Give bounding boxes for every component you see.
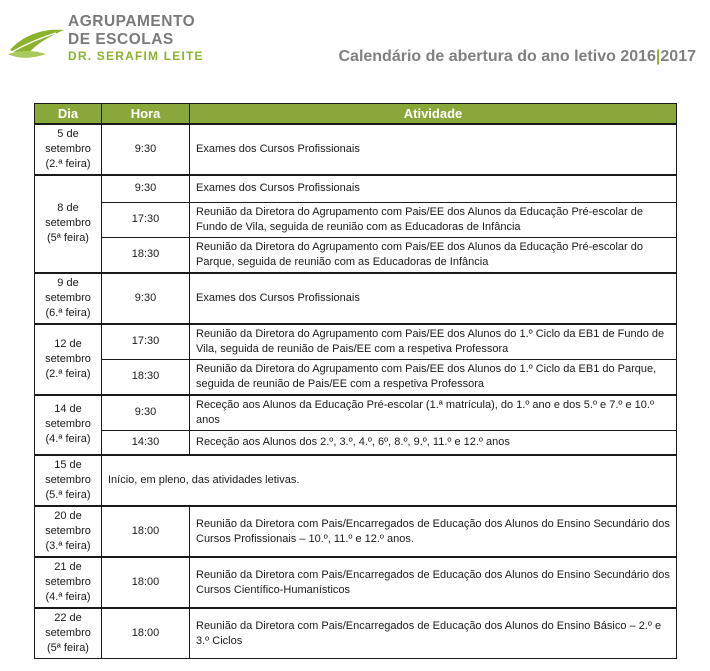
dia-line: (4.ª feira)	[45, 591, 91, 603]
cell-atividade: Receção aos Alunos da Educação Pré-escolar (1.ª matrícula), do 1.º ano e dos 5.º e 7.º e 10.º anos	[190, 395, 677, 431]
dia-line: setembro	[45, 576, 91, 588]
cell-dia	[35, 124, 102, 175]
table-row	[35, 430, 677, 455]
cell-hora: 14:30	[102, 430, 190, 455]
dia-line: setembro	[45, 627, 91, 639]
header-atividade: Atividade	[190, 104, 677, 125]
calendar-table	[34, 103, 677, 659]
cell-dia	[35, 608, 102, 659]
dia-line: (2.ª feira)	[45, 158, 91, 170]
cell-atividade: Reunião da Diretora do Agrupamento com Pais/EE dos Alunos do 1.º Ciclo da EB1 de Fundo de Vila, seguida de reunião de Pais/EE com a respetiva Professora	[190, 324, 677, 360]
header-dia: Dia	[35, 104, 102, 125]
cell-dia	[35, 557, 102, 608]
leaf-logo-icon	[6, 20, 66, 64]
cell-hora: 18:30	[102, 237, 190, 273]
dia-line: setembro	[45, 143, 91, 155]
dia-line: 15 de	[54, 459, 82, 471]
dia-line: (4.ª feira)	[45, 433, 91, 446]
dia-line: 8 de	[57, 202, 79, 215]
cell-dia	[35, 324, 102, 395]
dia-line: (2.ª feira)	[45, 367, 91, 380]
dia-line: 14 de	[54, 403, 82, 416]
cell-atividade: Receção aos Alunos dos 2.º, 3.º, 4.º, 6º, 8.º, 9.º, 11.º e 12.º anos	[190, 430, 677, 455]
cell-hora: 9:30	[102, 273, 190, 324]
cell-hora: 18:00	[102, 608, 190, 659]
logo-line-3: DR. SERAFIM LEITE	[68, 49, 204, 63]
dia-line: 12 de	[54, 337, 82, 350]
table-row	[35, 175, 677, 202]
cell-atividade: Reunião da Diretora com Pais/Encarregados de Educação dos Alunos do Ensino Secundário dos Cursos Profissionais – 10.º, 11.º e 12.º anos.	[190, 506, 677, 557]
cell-dia	[35, 273, 102, 324]
dia-line: 5 de	[57, 128, 79, 140]
dia-line: (5ª feira)	[47, 642, 89, 654]
cell-hora: 17:30	[102, 202, 190, 237]
dia-line: 9 de	[57, 276, 79, 289]
cell-hora: 9:30	[102, 395, 190, 431]
title-separator: |	[655, 48, 661, 65]
cell-atividade: Exames dos Cursos Profissionais	[190, 175, 677, 202]
dia-line: setembro	[45, 352, 91, 365]
logo-line-1: AGRUPAMENTO	[68, 13, 196, 30]
logo-line-2: DE ESCOLAS	[68, 30, 174, 48]
cell-atividade: Exames dos Cursos Profissionais	[190, 273, 677, 324]
cell-dia	[35, 175, 102, 273]
dia-line: setembro	[45, 217, 91, 230]
dia-line: 20 de	[54, 510, 82, 522]
dia-line: (3.ª feira)	[45, 540, 91, 552]
table-row	[35, 506, 677, 557]
dia-line: setembro	[45, 525, 91, 537]
dia-line: setembro	[45, 474, 91, 486]
table-row	[35, 202, 677, 237]
dia-line: setembro	[45, 291, 91, 304]
table-row	[35, 557, 677, 608]
cell-dia	[35, 506, 102, 557]
cell-hora: 18:00	[102, 506, 190, 557]
table-row	[35, 124, 677, 175]
table-row	[35, 359, 677, 395]
dia-line: 21 de	[54, 561, 82, 573]
dia-line: setembro	[45, 418, 91, 431]
cell-hora: 18:00	[102, 557, 190, 608]
table-row	[35, 608, 677, 659]
cell-atividade: Exames dos Cursos Profissionais	[190, 124, 677, 175]
cell-hora: 9:30	[102, 124, 190, 175]
dia-line: (5.ª feira)	[45, 489, 91, 501]
cell-dia	[35, 455, 102, 506]
table-header-row	[35, 104, 677, 125]
cell-atividade: Reunião da Diretora com Pais/Encarregados de Educação dos Alunos do Ensino Secundário dos Cursos Científico-Humanísticos	[190, 557, 677, 608]
cell-hora: 9:30	[102, 175, 190, 202]
dia-line: (5ª feira)	[47, 232, 89, 245]
document-title	[338, 48, 696, 66]
calendar-body	[35, 124, 677, 659]
cell-atividade: Reunião da Diretora do Agrupamento com Pais/EE dos Alunos do 1.º Ciclo da EB1 do Parque, seguida de reunião de Pais/EE com a respetiva Professora	[190, 359, 677, 395]
dia-line: (6.ª feira)	[45, 306, 91, 319]
cell-hora: 18:30	[102, 359, 190, 395]
cell-atividade: Reunião da Diretora do Agrupamento com Pais/EE dos Alunos da Educação Pré-escolar do Parque, seguida de reunião com as Educadoras de Infância	[190, 237, 677, 273]
title-year-end: 2017	[660, 48, 696, 65]
table-row	[35, 237, 677, 273]
cell-dia	[35, 395, 102, 456]
school-logo	[6, 14, 206, 70]
table-row	[35, 273, 677, 324]
cell-hora: 17:30	[102, 324, 190, 360]
header-hora: Hora	[102, 104, 190, 125]
table-row	[35, 395, 677, 431]
dia-line: 22 de	[54, 612, 82, 624]
title-main: Calendário de abertura do ano letivo 2016	[338, 48, 656, 65]
cell-atividade: Reunião da Diretora do Agrupamento com Pais/EE dos Alunos da Educação Pré-escolar de Fundo de Vila, seguida de reunião com as Educadoras de Infância	[190, 202, 677, 237]
table-row	[35, 324, 677, 360]
cell-atividade: Início, em pleno, das atividades letivas.	[102, 455, 677, 506]
cell-atividade: Reunião da Diretora com Pais/Encarregados de Educação dos Alunos do Ensino Básico – 2.º e 3.º Ciclos	[190, 608, 677, 659]
table-row	[35, 455, 677, 506]
